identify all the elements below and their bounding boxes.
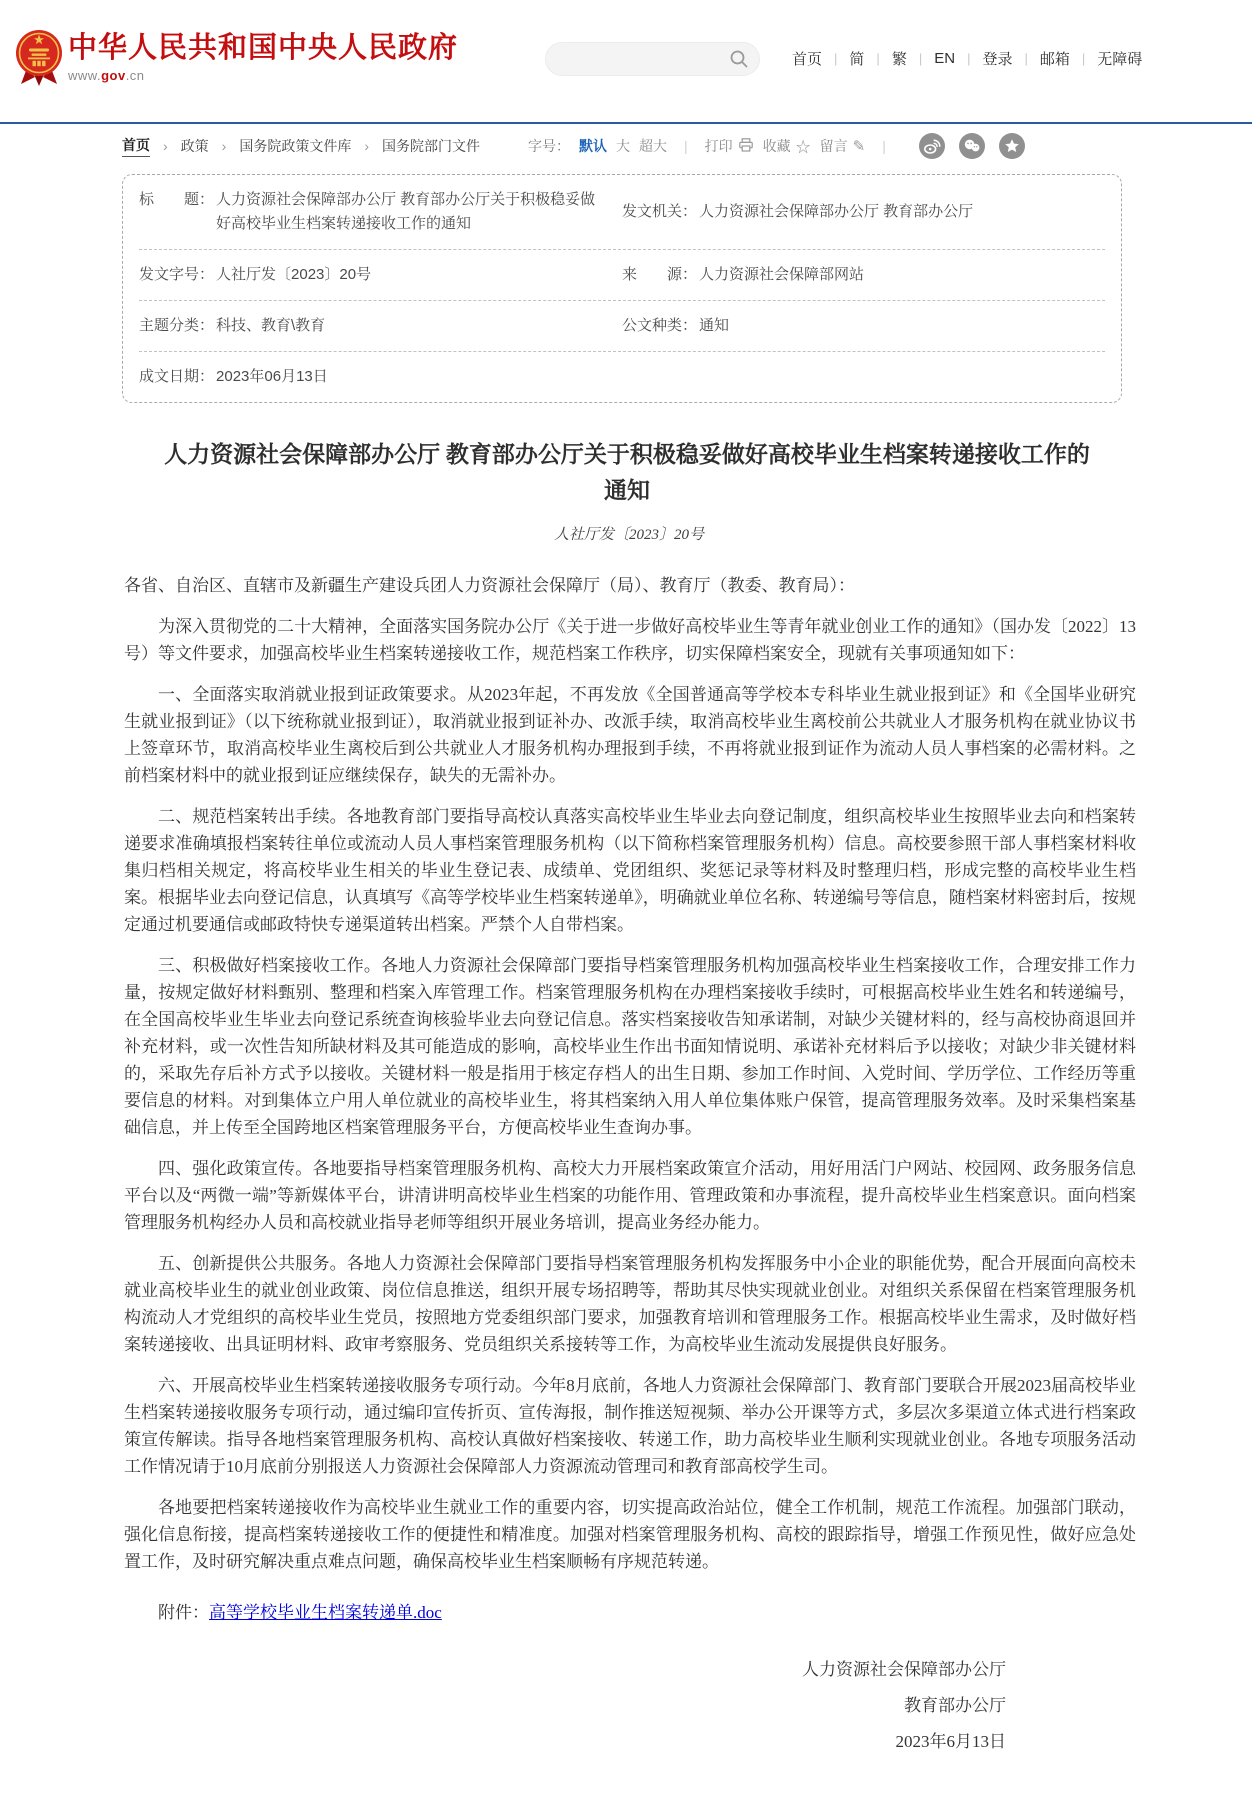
font-size-default-button[interactable]: 默认 <box>579 138 608 154</box>
nav-separator: | <box>876 51 880 66</box>
qzone-share-icon[interactable] <box>999 133 1025 159</box>
signature-block <box>124 1652 1136 1760</box>
favorite-button[interactable] <box>763 136 811 157</box>
nav-simplified[interactable]: 简 <box>849 51 865 68</box>
search-input[interactable] <box>562 50 729 68</box>
meta-date-cell <box>139 365 622 389</box>
breadcrumb <box>122 135 480 157</box>
breadcrumb-current: 国务院部门文件 <box>382 138 481 154</box>
meta-title-cell <box>139 188 622 236</box>
chevron-right-icon <box>163 138 168 154</box>
site-url-suffix: .cn <box>125 68 145 83</box>
salutation: 各省、自治区、直辖市及新疆生产建设兵团人力资源社会保障厅（局）、教育厅（教委、教育局）： <box>124 576 855 595</box>
document-title: 人力资源社会保障部办公厅 教育部办公厅关于积极稳妥做好高校毕业生档案转递接收工作的通知 <box>164 442 1090 503</box>
meta-row-number <box>139 250 1105 301</box>
nav-separator: | <box>1081 51 1086 66</box>
document-number: 人社厅发〔2023〕20号 <box>553 527 704 543</box>
paragraph-closing: 各地要把档案转递接收作为高校毕业生就业工作的重要内容，切实提高政治站位，健全工作机制，规范工作流程。加强部门联动，强化信息衔接，提高档案转递接收工作的便捷性和精准度。加强对档案管理服务机构、高校的跟踪指导，增强工作预见性，做好应急处置工作，及时研究解决重点难点问题，确保高校毕业生档案顺畅有序规范转递。 <box>124 1498 1136 1571</box>
site-url <box>68 68 458 83</box>
wechat-share-icon[interactable] <box>959 133 985 159</box>
meta-label: 主题分类： <box>139 317 215 334</box>
nav-mail[interactable]: 邮箱 <box>1039 51 1070 68</box>
breadcrumb-home[interactable]: 首页 <box>122 135 150 157</box>
meta-label: 标 题： <box>139 191 215 208</box>
share-buttons <box>919 133 1025 159</box>
meta-doc-type-cell <box>622 314 1105 338</box>
attachment-label: 附件： <box>158 1603 209 1622</box>
page-bottom-padding <box>0 1760 1252 1790</box>
meta-topic-category-cell <box>139 314 622 338</box>
print-label: 打印 <box>704 138 733 154</box>
meta-label: 发文字号： <box>139 266 215 283</box>
breadcrumb-toolbar-row <box>122 124 1136 168</box>
signature-date: 2023年6月13日 <box>895 1732 1006 1751</box>
chevron-right-icon <box>364 138 369 154</box>
toolbar-separator: | <box>684 138 688 154</box>
meta-label: 公文种类： <box>622 317 698 334</box>
nav-english[interactable]: EN <box>934 50 956 67</box>
font-size-large-button[interactable]: 大 <box>616 138 631 154</box>
breadcrumb-policy-library[interactable]: 国务院政策文件库 <box>239 138 352 154</box>
print-button[interactable] <box>705 136 754 156</box>
nav-home[interactable]: 首页 <box>792 51 823 68</box>
nav-separator: | <box>1024 51 1028 66</box>
document-meta-table <box>122 174 1122 403</box>
font-size-label: 字号： <box>528 138 571 154</box>
search-box[interactable] <box>545 42 760 76</box>
printer-icon <box>738 137 754 156</box>
pencil-icon: ✎ <box>852 138 866 155</box>
toolbar-separator: | <box>882 138 886 154</box>
nav-separator: | <box>918 51 923 66</box>
favorite-label: 收藏 <box>762 138 791 154</box>
meta-value: 2023年06月13日 <box>216 368 328 385</box>
paragraph-section-5: 五、创新提供公共服务。各地人力资源社会保障部门要指导档案管理服务机构发挥服务中小企业的职能优势，配合开展面向高校未就业高校毕业生的就业创业政策、岗位信息推送，组织开展专场招聘等，帮助其尽快实现就业创业。对组织关系保留在档案管理服务机构流动人才党组织的高校毕业生党员，按照地方党委组织部门要求，加强教育培训和管理服务工作。根据高校毕业生需求，及时做好档案转递接收、出具证明材料、政审考察服务、党员组织关系接转等工作，为高校毕业生流动发展提供良好服务。 <box>124 1254 1136 1354</box>
star-icon: ☆ <box>795 138 811 156</box>
document-body <box>124 572 1136 1760</box>
comment-button[interactable] <box>820 136 866 156</box>
nav-traditional[interactable]: 繁 <box>891 51 907 68</box>
breadcrumb-policy[interactable]: 政策 <box>180 138 209 154</box>
paragraph-section-2: 二、规范档案转出手续。各地教育部门要指导高校认真落实高校毕业生毕业去向登记制度，组织高校毕业生按照毕业去向和档案转递要求准确填报档案转往单位或流动人员人事档案管理服务机构（以下简称档案管理服务机构）信息。高校要参照干部人事档案材料收集归档相关规定，将高校毕业生相关的毕业生登记表、成绩单、党团组织、奖惩记录等材料及时整理归档，形成完整的高校毕业生档案。根据毕业去向登记信息，认真填写《高等学校毕业生档案转递单》，明确就业单位名称、转递编号等信息，随档案材料密封后，按规定通过机要通信或邮政特快专递渠道转出档案。严禁个人自带档案。 <box>124 807 1136 934</box>
attachment-link[interactable]: 高等学校毕业生档案转递单.doc <box>209 1603 442 1622</box>
site-url-gov: gov <box>101 68 126 83</box>
search-icon[interactable] <box>729 49 749 69</box>
paragraph-section-4: 四、强化政策宣传。各地要指导档案管理服务机构、高校大力开展档案政策宣介活动，用好用活门户网站、校园网、政务服务信息平台以及“两微一端”等新媒体平台，讲清讲明高校毕业生档案的功能作用、管理政策和办事流程，提升高校毕业生档案意识。面向档案管理服务机构经办人员和高校就业指导老师等组织开展业务培训，提高业务经办能力。 <box>124 1159 1136 1232</box>
meta-label: 来 源： <box>622 266 698 283</box>
attachment-line <box>124 1599 1136 1626</box>
meta-row-category <box>139 301 1105 352</box>
national-emblem-logo <box>14 28 64 91</box>
paragraph-section-6: 六、开展高校毕业生档案转递接收服务专项行动。今年8月底前，各地人力资源社会保障部门、教育部门要联合开展2023届高校毕业生档案转递接收服务专项行动，通过编印宣传折页、宣传海报，制作推送短视频、举办公开课等方式，多层次多渠道立体式进行档案政策宣传解读。指导各地档案管理服务机构、高校认真做好档案接收、转递工作，助力高校毕业生顺利实现就业创业。各地专项服务活动工作情况请于10月底前分别报送人力资源社会保障部人力资源流动管理司和教育部高校学生司。 <box>124 1376 1136 1476</box>
comment-label: 留言 <box>819 138 848 154</box>
font-size-xlarge-button[interactable]: 超大 <box>639 138 668 154</box>
site-title: 中华人民共和国中央人民政府 <box>68 32 459 64</box>
meta-source-cell <box>622 263 1105 287</box>
meta-value: 人力资源社会保障部办公厅 教育部办公厅 <box>699 203 974 220</box>
meta-value: 通知 <box>699 317 730 334</box>
chevron-right-icon <box>222 138 227 154</box>
site-header <box>0 0 1252 96</box>
nav-separator: | <box>834 51 838 66</box>
top-navigation <box>780 48 1154 69</box>
meta-row-title <box>139 175 1105 250</box>
site-brand <box>68 32 458 83</box>
meta-value: 人力资源社会保障部办公厅 教育部办公厅关于积极稳妥做好高校毕业生档案转递接收工作的通知 <box>216 191 596 232</box>
paragraph-section-3: 三、积极做好档案接收工作。各地人力资源社会保障部门要指导档案管理服务机构加强高校毕业生档案接收工作，合理安排工作力量，按规定做好材料甄别、整理和档案入库管理工作。档案管理服务机构在办理档案接收手续时，可根据高校毕业生姓名和转递编号，在全国高校毕业生毕业去向登记系统查询核验毕业去向登记信息。落实档案接收告知承诺制，对缺少关键材料的，经与高校协商退回并补充材料，或一次性告知所缺材料及其可能造成的影响，高校毕业生作出书面知情说明、承诺补充材料后予以接收；对缺少非关键材料的，采取先存后补方式予以接收。关键材料一般是指用于核定存档人的出生日期、参加工作时间、入党时间、学历学位、工作经历等重要信息的材料。对到集体立户用人单位就业的高校毕业生，将其档案纳入用人单位集体账户保管，提高管理服务效率。及时采集档案基础信息，并上传至全国跨地区档案管理服务平台，方便高校毕业生查询办事。 <box>124 956 1136 1137</box>
meta-value: 人力资源社会保障部网站 <box>699 266 865 283</box>
nav-accessibility[interactable]: 无障碍 <box>1097 51 1143 68</box>
signature-agency-1: 人力资源社会保障部办公厅 <box>802 1660 1006 1679</box>
page-toolbar <box>528 133 1025 159</box>
meta-row-date <box>139 352 1105 402</box>
weibo-share-icon[interactable] <box>919 133 945 159</box>
meta-value: 科技、教育\教育 <box>216 317 326 334</box>
meta-label: 发文机关： <box>622 203 698 220</box>
site-url-prefix: www. <box>68 68 102 83</box>
nav-separator: | <box>967 51 971 66</box>
nav-login[interactable]: 登录 <box>982 51 1013 68</box>
signature-agency-2: 教育部办公厅 <box>904 1696 1006 1715</box>
paragraph-intro: 为深入贯彻党的二十大精神，全面落实国务院办公厅《关于进一步做好高校毕业生等青年就业创业工作的通知》（国办发〔2022〕13号）等文件要求，加强高校毕业生档案转递接收工作，规范档案工作秩序，切实保障档案安全，现就有关事项通知如下： <box>124 617 1136 663</box>
meta-issuing-agency-cell <box>622 200 1105 224</box>
paragraph-section-1: 一、全面落实取消就业报到证政策要求。从2023年起，不再发放《全国普通高等学校本专科毕业生就业报到证》和《全国毕业研究生就业报到证》（以下统称就业报到证），取消就业报到证补办、改派手续，取消高校毕业生离校前公共就业人才服务机构在就业协议书上签章环节，取消高校毕业生离校后到公共就业人才服务机构办理报到手续，不再将就业报到证作为流动人员人事档案的必需材料。之前档案材料中的就业报到证应继续保存，缺失的无需补办。 <box>124 685 1136 785</box>
meta-value: 人社厅发〔2023〕20号 <box>216 266 372 283</box>
meta-label: 成文日期： <box>139 368 215 385</box>
meta-doc-number-cell <box>139 263 622 287</box>
